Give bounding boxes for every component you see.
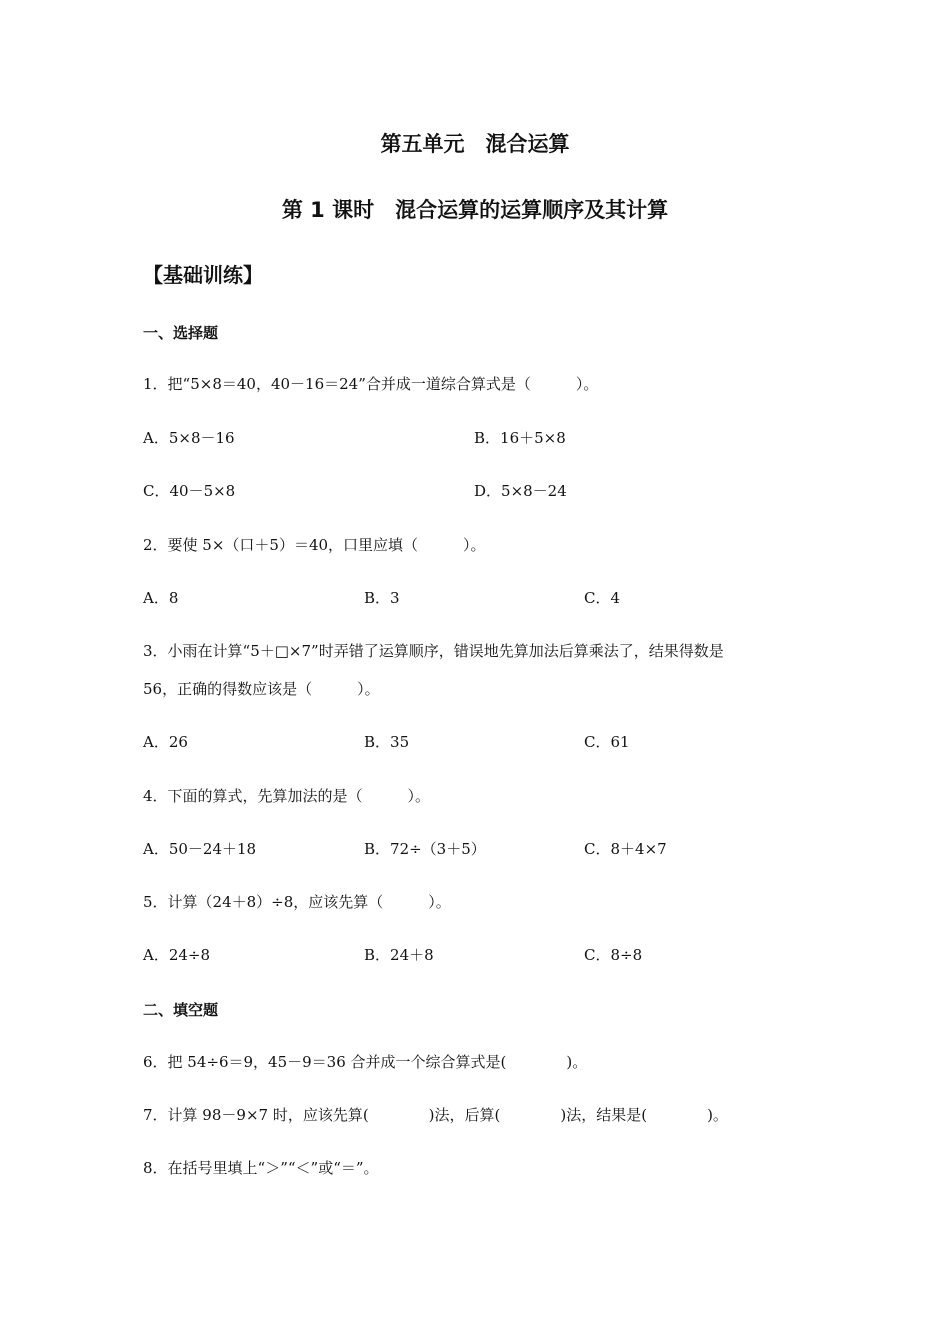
section-choice-heading: 一、选择题 (143, 324, 219, 342)
question-5-option-a: A．24÷8 (143, 946, 211, 964)
question-4: 4．下面的算式，先算加法的是（ ）。 (143, 787, 431, 805)
question-3-line-2: 56，正确的得数应该是（ ）。 (143, 680, 380, 698)
question-3-option-b: B．35 (364, 733, 410, 751)
question-3-option-a: A．26 (143, 733, 188, 751)
question-1-option-d: D．5×8－24 (474, 482, 567, 500)
question-3-option-c: C．61 (584, 733, 630, 751)
section-fill-heading: 二、填空题 (143, 1001, 219, 1019)
question-2-option-b: B．3 (364, 589, 400, 607)
question-2: 2．要使 5×（口＋5）＝40，口里应填（ ）。 (143, 536, 486, 554)
question-4-option-b: B．72÷（3＋5） (364, 840, 486, 858)
question-1-option-b: B．16＋5×8 (474, 429, 566, 447)
question-7: 7．计算 98－9×7 时，应该先算( )法，后算( )法，结果是( )。 (143, 1106, 728, 1124)
question-1-option-a: A．5×8－16 (143, 429, 235, 447)
question-5: 5．计算（24＋8）÷8，应该先算（ ）。 (143, 893, 451, 911)
question-1: 1．把“5×8＝40，40－16＝24”合并成一道综合算式是（ ）。 (143, 375, 599, 393)
question-5-option-b: B．24＋8 (364, 946, 434, 964)
question-3-line-1: 3．小雨在计算“5＋□×7”时弄错了运算顺序，错误地先算加法后算乘法了，结果得数是 (143, 642, 724, 660)
question-2-option-c: C．4 (584, 589, 621, 607)
question-2-option-a: A．8 (143, 589, 179, 607)
question-4-option-c: C．8＋4×7 (584, 840, 667, 858)
question-1-option-c: C．40－5×8 (143, 482, 236, 500)
unit-title: 第五单元 混合运算 (380, 132, 570, 156)
question-4-option-a: A．50－24＋18 (143, 840, 257, 858)
lesson-title: 第 1 课时 混合运算的运算顺序及其计算 (281, 198, 669, 222)
question-8: 8．在括号里填上“＞”“＜”或“＝”。 (143, 1159, 379, 1177)
question-6: 6．把 54÷6＝9，45－9＝36 合并成一个综合算式是( )。 (143, 1053, 588, 1071)
training-label: 【基础训练】 (143, 263, 263, 287)
question-5-option-c: C．8÷8 (584, 946, 643, 964)
